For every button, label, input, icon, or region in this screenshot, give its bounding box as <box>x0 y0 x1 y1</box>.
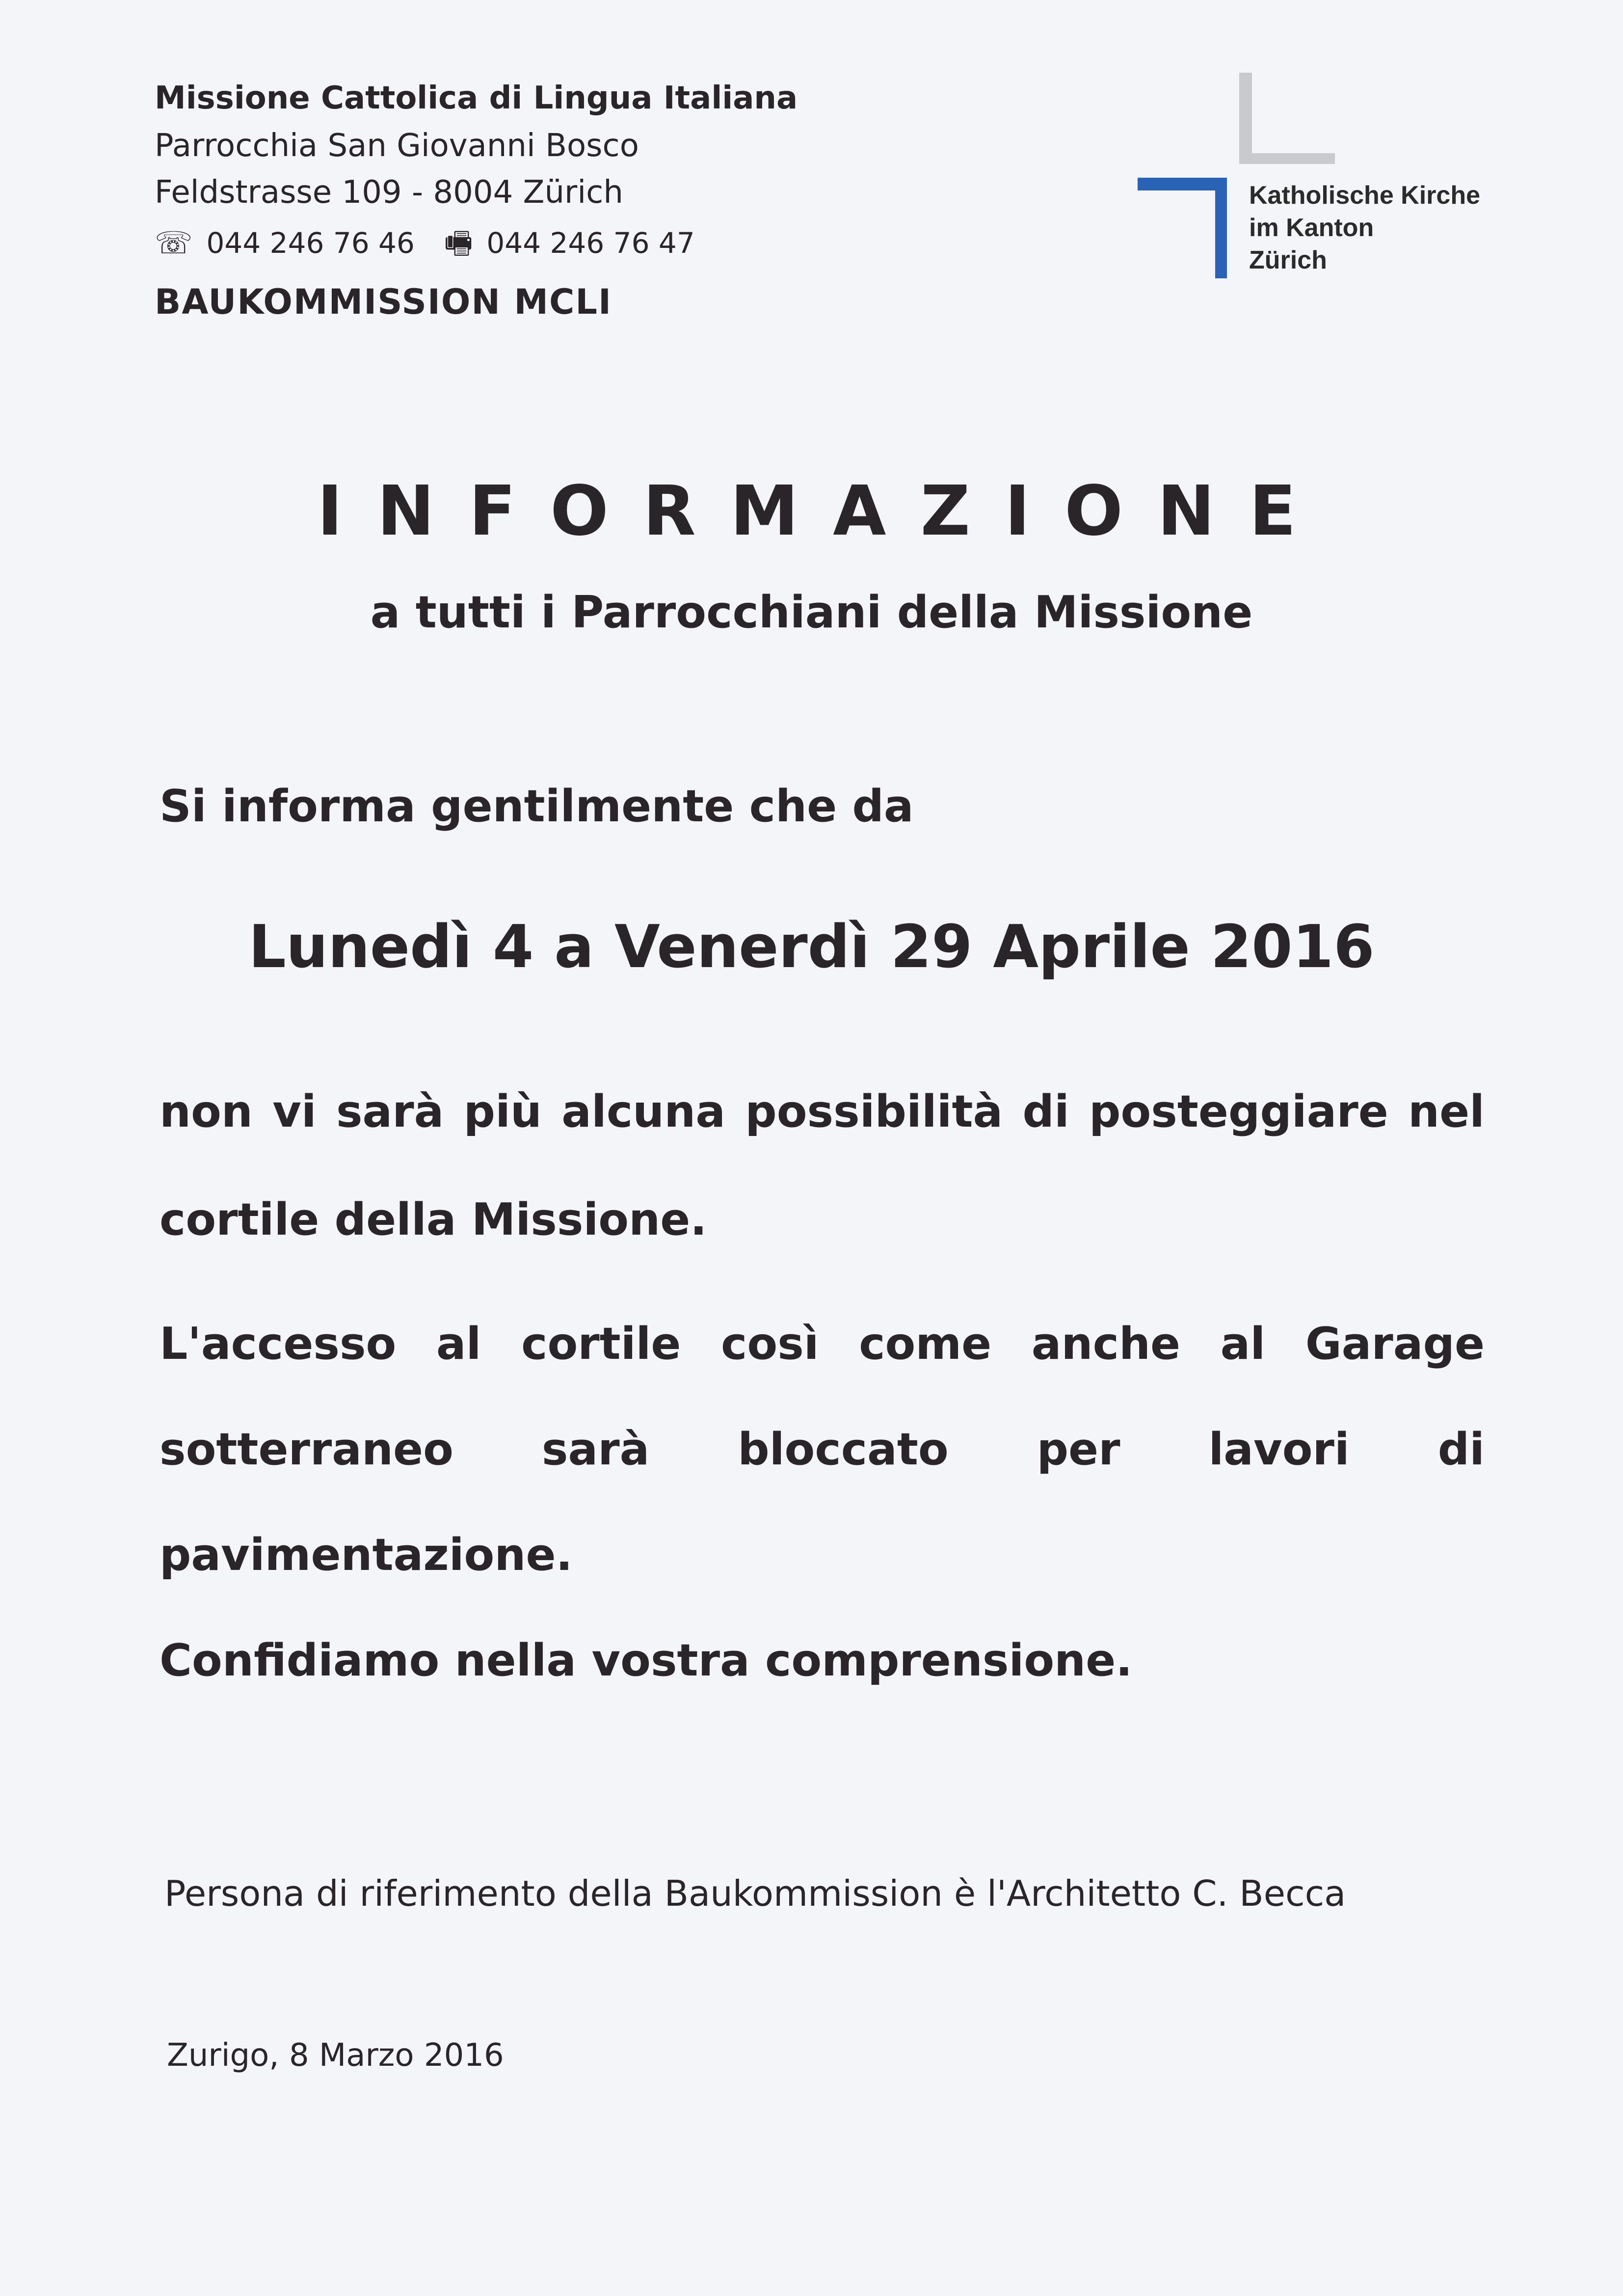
logo-line-3: Zürich <box>1249 246 1327 274</box>
date-range: Lunedì 4 a Venerdì 29 Aprile 2016 <box>248 913 1375 981</box>
church-logo <box>1134 69 1536 285</box>
commission-name: BAUKOMMISSION MCLI <box>155 282 612 322</box>
date-and-place: Zurigo, 8 Marzo 2016 <box>167 2037 504 2074</box>
address: Feldstrasse 109 - 8004 Zürich <box>155 174 623 211</box>
logo-line-1: Katholische Kirche <box>1249 181 1481 210</box>
parish-name: Parrocchia San Giovanni Bosco <box>155 128 639 164</box>
page-subtitle: a tutti i Parrocchiani della Missione <box>370 587 1253 638</box>
letterhead <box>155 74 891 329</box>
page-title: INFORMAZIONE <box>317 471 1330 551</box>
logo-line-2: im Kanton <box>1249 214 1374 242</box>
intro-text: Si informa gentilmente che da <box>160 781 914 832</box>
fax-icon: 🖷 <box>444 225 473 261</box>
notice-paragraph-2: L'accesso al cortile così come anche al Garage sotterraneo sarà bloccato per lavori di pavimentazione. <box>160 1318 1485 1581</box>
phone-number: 044 246 76 46 <box>206 226 415 260</box>
reference-person: Persona di riferimento della Baukommission è l'Architetto C. Becca <box>164 1873 1346 1914</box>
telephone-icon: ☏ <box>155 225 193 261</box>
closing-text: Confidiamo nella vostra comprensione. <box>160 1635 1133 1686</box>
notice-paragraph-1: non vi sarà più alcuna possibilità di posteggiare nel cortile della Missione. <box>160 1086 1485 1245</box>
organization-name: Missione Cattolica di Lingua Italiana <box>155 80 798 116</box>
fax-number: 044 246 76 47 <box>486 226 695 260</box>
contact-line <box>155 216 891 270</box>
logo-text <box>1249 179 1480 276</box>
